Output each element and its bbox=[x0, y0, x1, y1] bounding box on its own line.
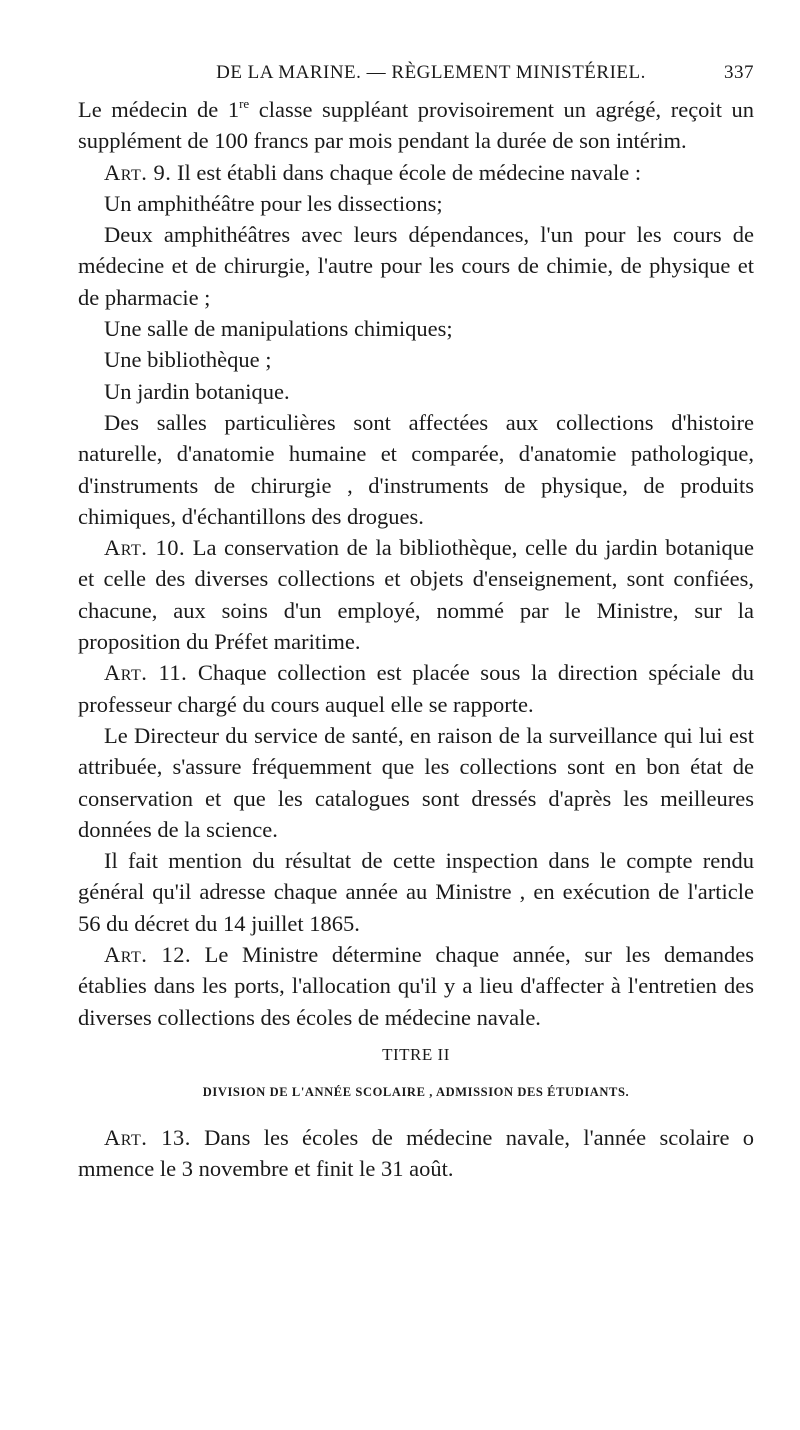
running-head bbox=[78, 62, 754, 92]
article-label: Art. 13. bbox=[104, 1124, 191, 1150]
article-label: Art. 9. bbox=[104, 159, 172, 185]
article-9-item: Une salle de manipulations chimiques; bbox=[104, 316, 453, 342]
article-11-paragraph: Il fait mention du résultat de cette inspection dans le compte rendu général qu'il adresse chaque année au Ministre , en exécution de l'article 56 du décret du 14 juillet 1865. bbox=[78, 848, 754, 936]
article-9-item: Une bibliothèque ; bbox=[104, 347, 272, 373]
article-11-paragraph: Le Directeur du service de santé, en raison de la surveillance qui lui est attribuée, s'assure fréquemment que les collections sont en bon état de conservation et que les catalogues sont dressés d'après les meilleures données de la science. bbox=[78, 722, 754, 842]
running-head-title: DE LA MARINE. — RÈGLEMENT MINISTÉRIEL. bbox=[216, 62, 646, 83]
article-9-item: Des salles particulières sont affectées aux collections d'histoire naturelle, d'anatomie humaine et comparée, d'anatomie pathologique, d'instruments de chirurgie , d'instruments de physique, de produits chimiques, d'échantillons des drogues. bbox=[78, 409, 754, 529]
article-label: Art. 12. bbox=[104, 942, 192, 968]
article-9-item: Deux amphithéâtres avec leurs dépendances, l'un pour les cours de médecine et de chirurgie, l'autre pour les cours de chimie, de physique et de pharmacie ; bbox=[78, 222, 754, 310]
article-10: Art. 10. La conservation de la bibliothèque, celle du jardin botanique et celle des diverses collections et objets d'enseignement, sont confiées, chacune, aux soins d'un employé, nommé par le Ministre, sur la proposition du Préfet maritime. bbox=[78, 535, 754, 655]
article-label: Art. 10. bbox=[104, 535, 186, 561]
article-12: Art. 12. Le Ministre détermine chaque année, sur les demandes établies dans les ports, l'allocation qu'il y a lieu d'affecter à l'entretien des diverses collections des écoles de médecine navale. bbox=[78, 942, 754, 1030]
article-9-item: Un jardin botanique. bbox=[104, 378, 290, 404]
article-9: Art. 9. Il est établi dans chaque école de médecine navale : bbox=[104, 159, 642, 185]
article-label: Art. 11. bbox=[104, 660, 188, 686]
article-13: Art. 13. Dans les écoles de médecine navale, l'année scolaire o mmence le 3 novembre et finit le 31 août. bbox=[78, 1124, 755, 1182]
superscript: re bbox=[239, 96, 250, 111]
section-subtitle: DIVISION DE L'ANNÉE SCOLAIRE , ADMISSION DES ÉTUDIANTS. bbox=[202, 1084, 630, 1099]
article-11: Art. 11. Chaque collection est placée sous la direction spéciale du professeur chargé du cours auquel elle se rapporte. bbox=[78, 660, 754, 717]
page-number: 337 bbox=[724, 62, 754, 83]
article-9-item: Un amphithéâtre pour les dissections; bbox=[104, 190, 443, 216]
document-page bbox=[78, 62, 754, 1185]
paragraph-intro: Le médecin de 1re classe suppléant provisoirement un agrégé, reçoit un supplément de 100 francs par mois pendant la durée de son intérim. bbox=[78, 96, 754, 154]
section-title: TITRE II bbox=[382, 1044, 450, 1064]
